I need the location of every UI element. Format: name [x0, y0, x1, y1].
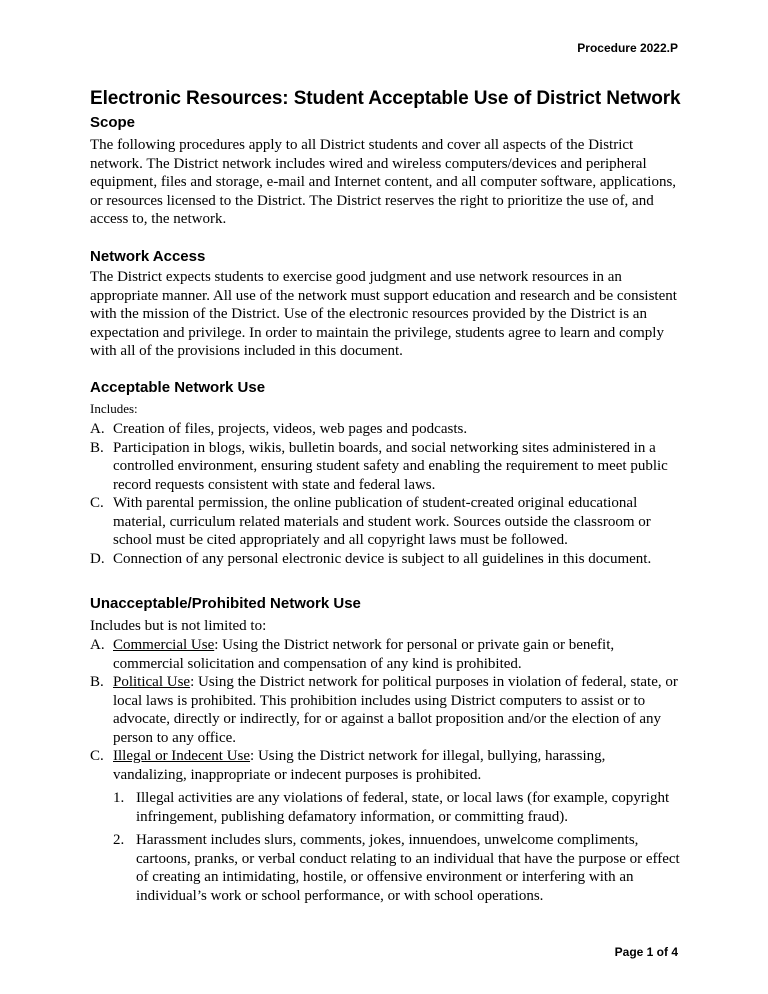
list-marker: B.: [90, 674, 104, 690]
list-item-text: With parental permission, the online publication of student-created original educational material, curriculum related materials and student work. Sources outside the classroom or school must be cited appropriately and all copyright laws must be followed.: [113, 495, 651, 548]
procedure-number: Procedure 2022.P: [577, 41, 678, 55]
list-item-text: : Using the District network for political purposes in violation of federal, state, or local laws is prohibited. This prohibition includes using District computers to assist or to advocate, directly or indirectly, for or against a ballot proposition and/or the election of any person to any office.: [113, 674, 678, 746]
list-item: [90, 420, 680, 439]
acceptable-use-intro: Includes:: [90, 401, 138, 416]
network-access-paragraph: The District expects students to exercise good judgment and use network resources in an appropriate manner. All use of the network must support education and research and be consistent with the mission of the District. Use of the electronic resources provided by the District is an expectation and privilege. In order to maintain the privilege, students agree to learn and comply with all of the provisions included in this document.: [90, 269, 677, 359]
sub-list-item: [113, 831, 680, 905]
list-item: [90, 439, 680, 495]
network-access-heading: Network Access: [90, 248, 206, 265]
list-marker: A.: [90, 421, 105, 437]
sub-list: [113, 789, 680, 905]
list-item: [90, 747, 680, 905]
list-item-term: Illegal or Indecent Use: [113, 748, 251, 764]
list-item-text: Connection of any personal electronic device is subject to all guidelines in this document.: [113, 550, 652, 567]
list-marker: A.: [90, 637, 105, 653]
list-item-term: Commercial Use: [113, 637, 215, 653]
list-item-text: : Using the District network for illegal, bullying, harassing, vandalizing, inappropriate or indecent purposes is prohibited.: [113, 748, 606, 783]
prohibited-use-intro: Includes but is not limited to:: [90, 618, 267, 634]
list-item-text: Harassment includes slurs, comments, jokes, innuendoes, unwelcome compliments, cartoons, pranks, or verbal conduct relating to an individual that have the purpose or effect of creating an intimidating, hostile, or offensive environment or interfering with an individual’s work or school performance, or with school operations.: [136, 832, 680, 904]
list-marker: C.: [90, 495, 104, 511]
list-item: [90, 550, 680, 569]
scope-paragraph: The following procedures apply to all District students and cover all aspects of the District network. The District network includes wired and wireless computers/devices and peripheral equipment, files and storage, e-mail and Internet content, and all computer software, applications, or resources licensed to the District. The District reserves the right to prioritize the use of, and access to, the network.: [90, 137, 677, 227]
page-number: Page 1 of 4: [614, 945, 678, 959]
list-item: [90, 494, 680, 550]
list-item-text: : Using the District network for personal or private gain or benefit, commercial solicitation and compensation of any kind is prohibited.: [113, 637, 615, 672]
list-item: [90, 673, 680, 747]
list-marker: 1.: [113, 790, 125, 806]
list-item-term: Political Use: [113, 674, 191, 690]
prohibited-use-list: [90, 636, 680, 905]
list-marker: D.: [90, 550, 105, 567]
list-item: [90, 636, 680, 673]
document-title: Electronic Resources: Student Acceptable Use of District Network: [90, 88, 681, 109]
list-item-text: Illegal activities are any violations of federal, state, or local laws (for example, copyright infringement, publishing defamatory information, or committing fraud).: [136, 790, 670, 825]
acceptable-use-heading: Acceptable Network Use: [90, 379, 266, 396]
list-marker: 2.: [113, 832, 125, 848]
scope-heading: Scope: [90, 114, 136, 131]
prohibited-use-heading: Unacceptable/Prohibited Network Use: [90, 595, 361, 612]
acceptable-use-list: [90, 420, 680, 568]
sub-list-item: [113, 789, 680, 826]
list-item-text: Participation in blogs, wikis, bulletin boards, and social networking sites administered in a controlled environment, ensuring student safety and enabling the requirement to meet public record requests consistent with state and federal laws.: [113, 439, 668, 493]
list-marker: B.: [90, 439, 104, 456]
list-marker: C.: [90, 748, 104, 764]
list-item-text: Creation of files, projects, videos, web pages and podcasts.: [113, 421, 468, 437]
